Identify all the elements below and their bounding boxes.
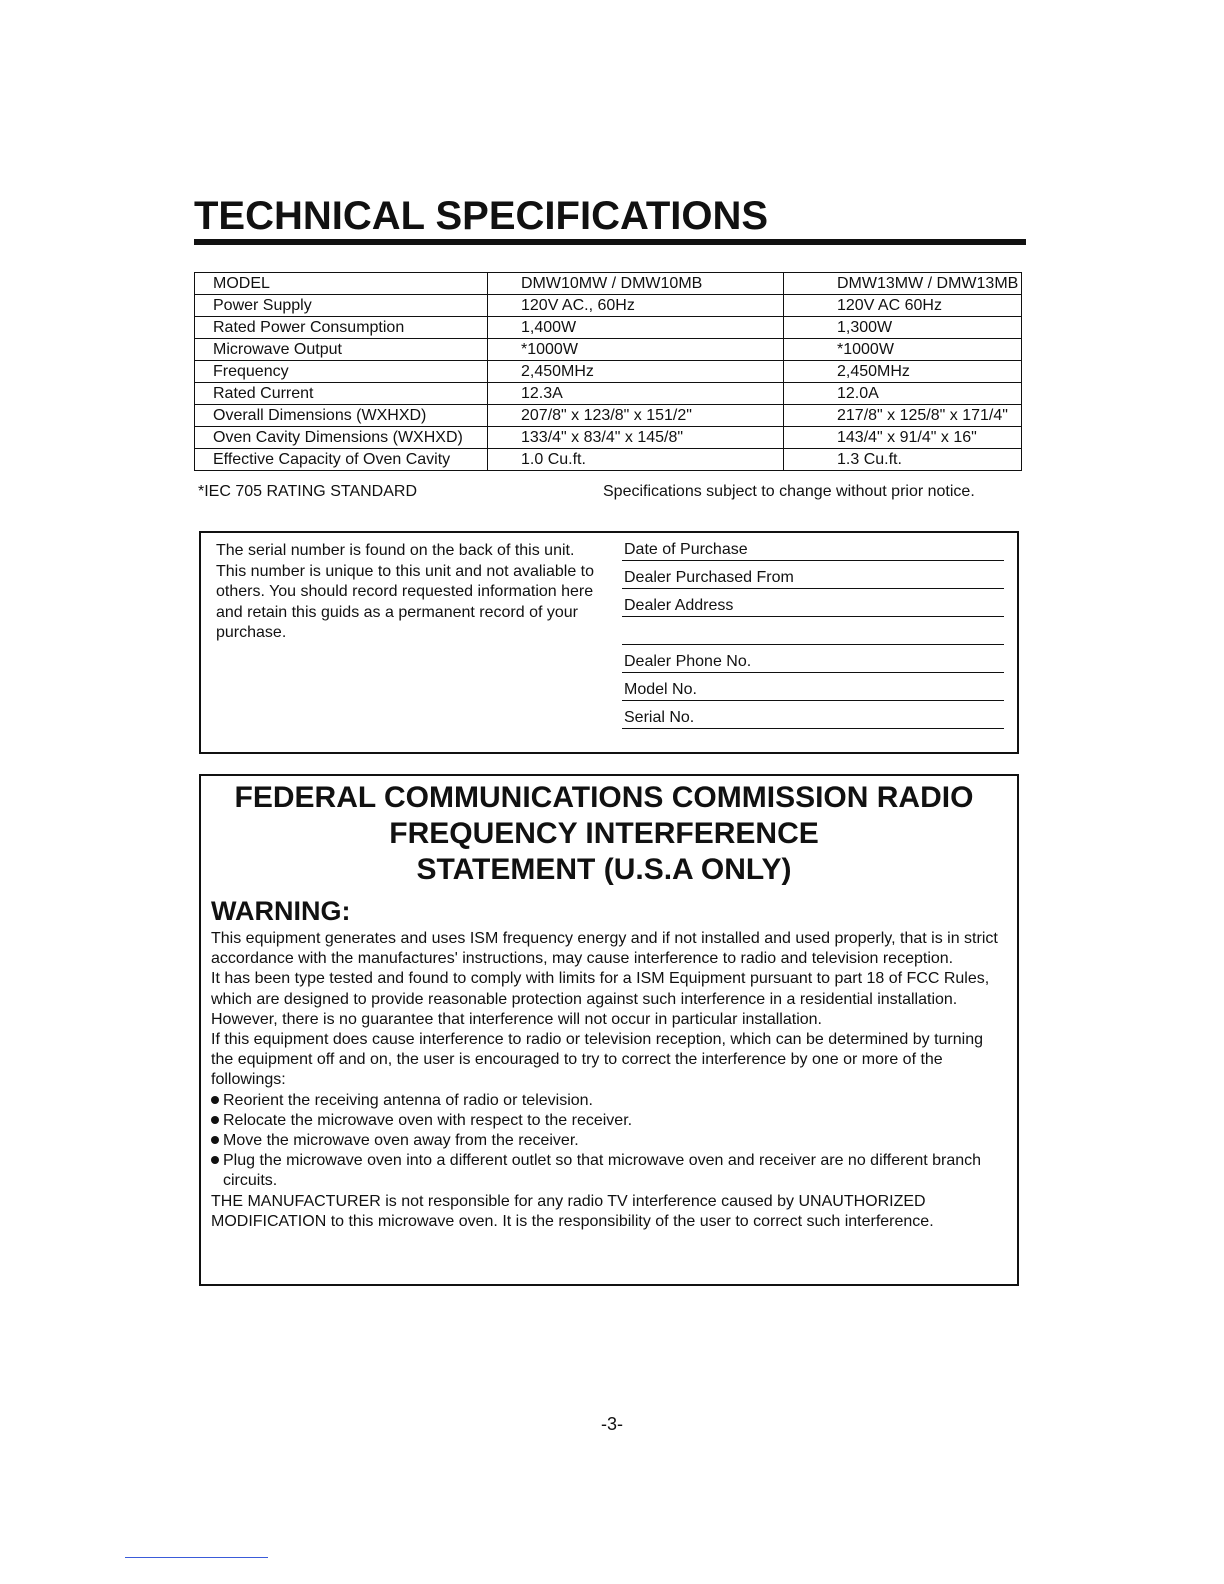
page-number: -3- <box>601 1414 623 1434</box>
fcc-paragraph: However, there is no guarantee that interference will not occur in particular installation. <box>211 1010 822 1028</box>
spec-value-b: 1.3 Cu.ft. <box>784 449 1022 471</box>
spec-value-b: 12.0A <box>784 383 1022 405</box>
spec-value-b: 1,300W <box>784 317 1022 339</box>
fcc-closing: THE MANUFACTURER is not responsible for any radio TV interference caused by UNAUTHORIZED MODIFICATION to this microwave oven. It is the responsibility of the user to correct such interference. <box>211 1192 934 1230</box>
bottom-underline <box>125 1557 268 1558</box>
list-item <box>211 1111 1001 1131</box>
list-item <box>211 1151 1001 1191</box>
spec-label: Overall Dimensions (WXHXD) <box>195 405 488 427</box>
bullet-icon <box>211 1156 219 1164</box>
fcc-paragraph: If this equipment does cause interference to radio or television reception, which can be determined by turning the equipment off and on, the user is encouraged to try to correct the interference by one or more of the followings: <box>211 1031 983 1089</box>
spec-value-a: 207/8" x 123/8" x 151/2" <box>488 405 784 427</box>
footnote-spec-notice: Specifications subject to change without prior notice. <box>603 483 975 500</box>
bullet-icon <box>211 1136 219 1144</box>
spec-label: Effective Capacity of Oven Cavity <box>195 449 488 471</box>
dealer-address-field[interactable]: Dealer Address <box>622 596 1004 617</box>
table-row <box>195 427 1022 449</box>
fcc-paragraph: This equipment generates and uses ISM frequency energy and if not installed and used properly, that is in strict accordance with the manufactures' instructions, may cause interference to radio and television reception. <box>211 930 998 968</box>
spec-value-b: 2,450MHz <box>784 361 1022 383</box>
dealer-phone-field[interactable]: Dealer Phone No. <box>622 652 1004 673</box>
bullet-text: Move the microwave oven away from the receiver. <box>223 1132 579 1150</box>
spec-value-a: 1.0 Cu.ft. <box>488 449 784 471</box>
bullet-icon <box>211 1096 219 1104</box>
title-underline <box>194 239 1026 245</box>
spec-value-a: 1,400W <box>488 317 784 339</box>
spec-value-a: *1000W <box>488 339 784 361</box>
table-row <box>195 405 1022 427</box>
spec-value-b: 143/4" x 91/4" x 16" <box>784 427 1022 449</box>
bullet-text: Reorient the receiving antenna of radio or television. <box>223 1091 593 1109</box>
spec-value-a: 12.3A <box>488 383 784 405</box>
table-row <box>195 273 1022 295</box>
fcc-paragraph: It has been type tested and found to comply with limits for a ISM Equipment pursuant to part 18 of FCC Rules, which are designed to provide reasonable protection against such interference in a residential installation. <box>211 970 990 1008</box>
table-row <box>195 317 1022 339</box>
serial-number-field[interactable]: Serial No. <box>622 708 1004 729</box>
fcc-statement-box <box>199 774 1019 1286</box>
table-row <box>195 339 1022 361</box>
spec-label: Oven Cavity Dimensions (WXHXD) <box>195 427 488 449</box>
bullet-text: Plug the microwave oven into a different outlet so that microwave oven and receiver are no different branch circuits. <box>223 1152 982 1190</box>
spec-value-b: 120V AC 60Hz <box>784 295 1022 317</box>
page-title: TECHNICAL SPECIFICATIONS <box>194 194 769 238</box>
spec-value-a: 133/4" x 83/4" x 145/8" <box>488 427 784 449</box>
spec-value-a: DMW10MW / DMW10MB <box>488 273 784 295</box>
dealer-purchased-from-field[interactable]: Dealer Purchased From <box>622 568 1004 589</box>
list-item <box>211 1091 1001 1111</box>
spec-value-a: 2,450MHz <box>488 361 784 383</box>
fcc-title <box>201 780 1007 888</box>
dealer-address-line2-field[interactable] <box>622 624 1004 645</box>
serial-instructions: The serial number is found on the back of this unit. This number is unique to this unit and not avaliable to others. You should record requested information here and retain this guids as a permanent record of your purchase. <box>216 542 595 641</box>
list-item <box>211 1131 1001 1151</box>
spec-label: MODEL <box>195 273 488 295</box>
fcc-body <box>211 929 1001 1232</box>
fcc-title-line: STATEMENT (U.S.A ONLY) <box>416 853 792 886</box>
spec-label: Frequency <box>195 361 488 383</box>
spec-label: Power Supply <box>195 295 488 317</box>
table-row <box>195 383 1022 405</box>
spec-value-b: 217/8" x 125/8" x 171/4" <box>784 405 1022 427</box>
spec-value-b: *1000W <box>784 339 1022 361</box>
spec-label: Rated Current <box>195 383 488 405</box>
footnote-rating-standard: *IEC 705 RATING STANDARD <box>198 483 418 500</box>
table-row <box>195 449 1022 471</box>
fcc-title-line: FEDERAL COMMUNICATIONS COMMISSION RADIO <box>234 781 974 814</box>
table-row <box>195 295 1022 317</box>
spec-table <box>194 272 1022 471</box>
spec-value-a: 120V AC., 60Hz <box>488 295 784 317</box>
spec-label: Rated Power Consumption <box>195 317 488 339</box>
bullet-icon <box>211 1116 219 1124</box>
model-number-field[interactable]: Model No. <box>622 680 1004 701</box>
fcc-title-line: FREQUENCY INTERFERENCE <box>389 817 819 850</box>
warning-heading: WARNING: <box>211 896 351 926</box>
spec-value-b: DMW13MW / DMW13MB <box>784 273 1022 295</box>
table-row <box>195 361 1022 383</box>
bullet-text: Relocate the microwave oven with respect to the receiver. <box>223 1111 633 1129</box>
spec-label: Microwave Output <box>195 339 488 361</box>
serial-record-box <box>199 531 1019 754</box>
date-of-purchase-field[interactable]: Date of Purchase <box>622 540 1004 561</box>
